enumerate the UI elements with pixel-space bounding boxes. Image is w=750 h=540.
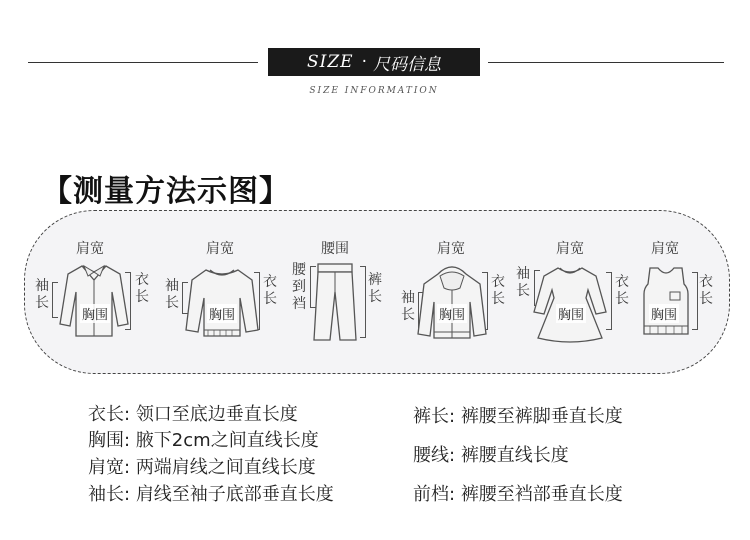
definition-desc: 裤腰至裤脚垂直长度 (460, 406, 623, 427)
vest-top-label: 肩宽 (651, 241, 679, 257)
header-divider-left (28, 62, 258, 63)
shirt-top-label: 肩宽 (76, 241, 104, 257)
definition-item (88, 453, 316, 479)
header-divider-right (488, 62, 724, 63)
definition-desc: 两端肩线之间直线长度 (135, 457, 316, 478)
dress-chest-label: 胸围 (556, 304, 586, 323)
sweater-left-label: 袖 长 (165, 278, 179, 311)
definition-term: 前档: (413, 484, 456, 505)
definition-item (413, 402, 623, 428)
dress-left-label: 袖 长 (516, 266, 530, 299)
definition-item (88, 426, 319, 452)
header-title-cn: 尺码信息 (373, 54, 441, 75)
vest-right-label: 衣 长 (699, 274, 713, 307)
definition-desc: 肩线至袖子底部垂直长度 (135, 484, 334, 505)
definition-term: 裤长: (413, 406, 456, 427)
vest-icon (640, 264, 692, 340)
pants-top-label: 腰围 (321, 241, 349, 257)
shirt-chest-label: 胸围 (80, 304, 110, 323)
definition-term: 袖长: (88, 484, 131, 505)
definition-desc: 腋下2cm之间直线长度 (135, 430, 319, 451)
hoodie-right-label: 衣 长 (491, 274, 505, 307)
dress-right-label: 衣 长 (615, 274, 629, 307)
vest-chest-label: 胸围 (649, 304, 679, 323)
definition-term: 胸围: (88, 430, 131, 451)
definition-item (88, 480, 334, 506)
definition-desc: 领口至底边垂直长度 (135, 404, 298, 425)
definition-item (413, 480, 623, 506)
sweater-top-label: 肩宽 (206, 241, 234, 257)
definition-term: 腰线: (413, 445, 456, 466)
pants-left-label: 腰 到 裆 (292, 262, 306, 312)
header-subtitle: SIZE INFORMATION (309, 86, 439, 96)
pants-right-label: 裤 长 (368, 272, 382, 305)
dress-top-label: 肩宽 (556, 241, 584, 257)
hoodie-left-label: 袖 长 (401, 290, 415, 323)
vest-right-bar (692, 272, 698, 330)
hoodie-chest-label: 胸围 (437, 304, 467, 323)
definition-term: 衣长: (88, 404, 131, 425)
sweater-chest-label: 胸围 (207, 304, 237, 323)
header-dot: · (361, 52, 367, 72)
section-title: 【测量方法示图】 (42, 174, 290, 209)
sweater-right-label: 衣 长 (263, 274, 277, 307)
hoodie-top-label: 肩宽 (437, 241, 465, 257)
pants-right-bar (360, 266, 366, 338)
shirt-icon (54, 262, 134, 342)
pants-icon (310, 262, 360, 346)
size-header-banner (268, 48, 480, 76)
shirt-left-label: 袖 长 (35, 278, 49, 311)
definition-item (413, 441, 569, 467)
shirt-right-label: 衣 长 (135, 272, 149, 305)
definition-desc: 裤腰至裆部垂直长度 (460, 484, 623, 505)
definition-item (88, 400, 298, 426)
header-title-en: SIZE (307, 52, 354, 72)
definition-term: 肩宽: (88, 457, 131, 478)
definition-desc: 裤腰直线长度 (460, 445, 569, 466)
